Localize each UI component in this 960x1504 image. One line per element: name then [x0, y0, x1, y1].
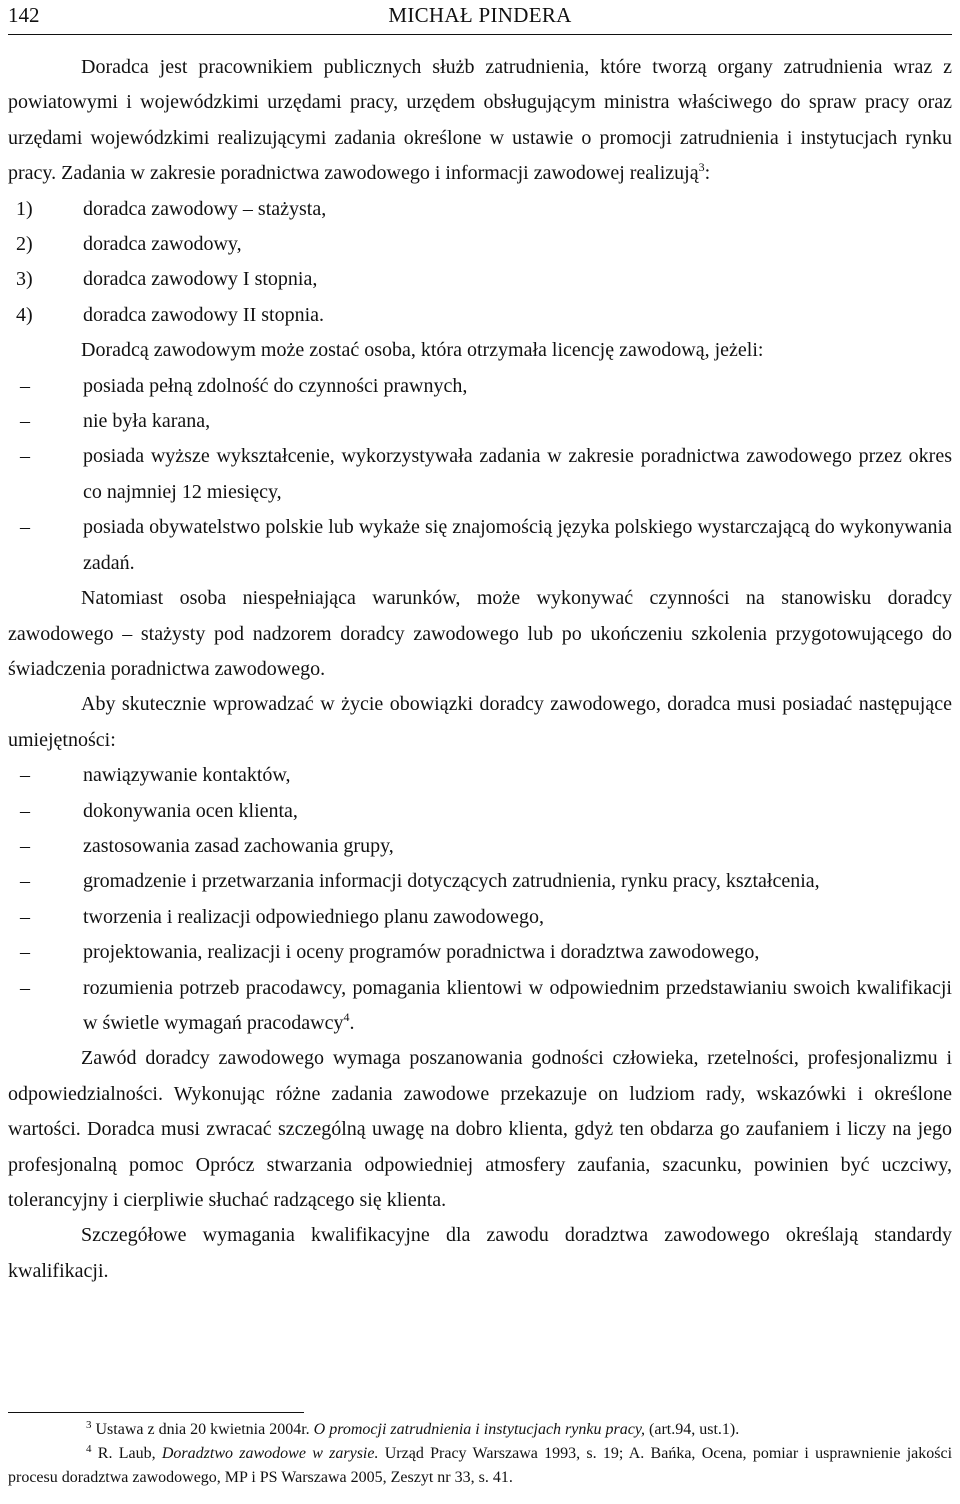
- list-item: [8, 369, 952, 404]
- list-item-text: doradca zawodowy I stopnia,: [83, 268, 318, 291]
- list-item: [8, 864, 952, 899]
- list-item: [8, 262, 952, 297]
- list-item: [8, 829, 952, 864]
- trainee-paragraph: Natomiast osoba niespełniająca warunków, może wykonywać czynności na stanowisku doradcy zawodowego – stażysty pod nadzorem doradcy zawodowego lub po ukończeniu szkolenia przygotowującego do świadczenia poradnictwa zawodowego.: [8, 587, 952, 680]
- list-dash: –: [20, 905, 30, 928]
- list-dash: –: [20, 834, 30, 857]
- intro-tail: :: [704, 162, 711, 185]
- list-item-text: doradca zawodowy,: [83, 233, 242, 256]
- footnote-ref-4[interactable]: 4: [343, 1009, 350, 1024]
- list-item: [8, 298, 952, 333]
- license-conditions-list: [8, 369, 952, 581]
- page-header: [8, 2, 952, 32]
- list-number: 4): [16, 303, 33, 326]
- list-dash: –: [20, 941, 30, 964]
- list-item-text: nie była karana,: [83, 410, 211, 433]
- skills-intro-paragraph: Aby skutecznie wprowadzać w życie obowiązki doradcy zawodowego, doradca musi posiadać następujące umiejętności:: [8, 693, 952, 751]
- footnote-title: Doradztwo zawodowe w zarysie.: [161, 1445, 379, 1462]
- list-item-text: posiada wyższe wykształcenie, wykorzystywała zadania w zakresie poradnictwa zawodowego przez okres co najmniej 12 miesięcy,: [83, 445, 952, 503]
- list-item: [8, 758, 952, 793]
- list-dash: –: [20, 516, 30, 539]
- list-item: [8, 192, 952, 227]
- footnote-ref-3[interactable]: 3: [698, 160, 705, 175]
- footnote-number: 4: [86, 1443, 92, 1455]
- counselor-levels-list: [8, 192, 952, 334]
- header-rule: [8, 34, 952, 35]
- footnote-title: O promocji zatrudnienia i instytucjach rynku pracy,: [313, 1421, 646, 1438]
- ethics-paragraph: Zawód doradcy zawodowego wymaga poszanowania godności człowieka, rzetelności, profesjonalizmu i odpowiedzialności. Wykonując różne zadania zawodowe przekazuje on ludziom rady, wskazówki i określone wartości. Doradca musi zwracać szczególną uwagę na dobro klienta, gdyż ten obdarza go zaufaniem i liczy na jego profesjonalną pomoc Oprócz stwarzania odpowiedniej atmosfery zaufania, szacunku, powinien być uczciwy, tolerancyjny i cierpliwie słuchać radzącego się klienta.: [8, 1047, 952, 1211]
- list-dash: –: [20, 870, 30, 893]
- list-item: [8, 227, 952, 262]
- list-dash: –: [20, 410, 30, 433]
- list-item-text: projektowania, realizacji i oceny programów poradnictwa i doradztwa zawodowego,: [83, 941, 760, 964]
- standards-paragraph: Szczegółowe wymagania kwalifikacyjne dla zawodu doradztwa zawodowego określają standardy kwalifikacji.: [8, 1224, 952, 1282]
- list-dash: –: [20, 976, 30, 999]
- footnote-3: [8, 1418, 952, 1442]
- list-item-text: doradca zawodowy – stażysta,: [83, 197, 327, 220]
- footnote-text: Ustawa z dnia 20 kwietnia 2004r.: [95, 1421, 314, 1438]
- body-text: [8, 50, 952, 1289]
- list-number: 1): [16, 197, 33, 220]
- footnote-number: 3: [86, 1419, 92, 1431]
- list-item-text: nawiązywanie kontaktów,: [83, 764, 291, 787]
- list-item: [8, 404, 952, 439]
- footnote-text: R. Laub,: [97, 1445, 162, 1462]
- license-intro-paragraph: Doradcą zawodowym może zostać osoba, która otrzymała licencję zawodową, jeżeli:: [81, 339, 764, 362]
- list-item-text: gromadzenie i przetwarzania informacji dotyczących zatrudnienia, rynku pracy, kształcenia,: [83, 870, 820, 893]
- list-item: [8, 935, 952, 970]
- list-item-text: posiada pełną zdolność do czynności prawnych,: [83, 374, 468, 397]
- intro-paragraph: [8, 50, 952, 192]
- list-item: [8, 794, 952, 829]
- footnotes: [8, 1418, 952, 1490]
- list-item: [8, 900, 952, 935]
- list-dash: –: [20, 799, 30, 822]
- footnote-4: [8, 1442, 952, 1490]
- page-number: 142: [8, 3, 40, 27]
- list-item: [8, 510, 952, 581]
- list-item-text: dokonywania ocen klienta,: [83, 799, 298, 822]
- list-item-tail: .: [349, 1011, 355, 1034]
- running-head: MICHAŁ PINDERA: [388, 3, 572, 27]
- footnote-text: Urząd Pracy Warszawa 1993, s. 19; A. Bańka, Ocena, pomiar i usprawnienie jakości procesu doradztwa zawodowego, MP i PS Warszawa 2005, Zeszyt nr 33, s. 41.: [8, 1445, 953, 1486]
- list-item-text: tworzenia i realizacji odpowiedniego planu zawodowego,: [83, 905, 544, 928]
- footnote-text: (art.94, ust.1).: [645, 1421, 740, 1438]
- list-dash: –: [20, 445, 30, 468]
- list-number: 3): [16, 268, 33, 291]
- list-number: 2): [16, 233, 33, 256]
- list-dash: –: [20, 374, 30, 397]
- intro-text: Doradca jest pracownikiem publicznych służb zatrudnienia, które tworzą organy zatrudnienia wraz z powiatowymi i wojewódzkimi urzędami pracy, urzędem obsługującym ministra właściwego do spraw pracy oraz urzędami wojewódzkimi realizującymi zadania określone w ustawie o promocji zatrudnienia i instytucjach rynku pracy. Zadania w zakresie poradnictwa zawodowego i informacji zawodowej realizują: [8, 56, 952, 185]
- skills-list: [8, 758, 952, 1041]
- list-item-text: posiada obywatelstwo polskie lub wykaże się znajomością języka polskiego wystarczającą do wykonywania zadań.: [83, 516, 952, 574]
- footnote-rule: [8, 1412, 304, 1413]
- list-item-text: doradca zawodowy II stopnia.: [83, 303, 325, 326]
- list-item-text: zastosowania zasad zachowania grupy,: [83, 834, 394, 857]
- list-dash: –: [20, 764, 30, 787]
- list-item: [8, 971, 952, 1042]
- list-item-text: rozumienia potrzeb pracodawcy, pomagania klientowi w odpowiednim przedstawianiu swoich kwalifikacji w świetle wymagań pracodawcy: [83, 976, 952, 1034]
- list-item: [8, 439, 952, 510]
